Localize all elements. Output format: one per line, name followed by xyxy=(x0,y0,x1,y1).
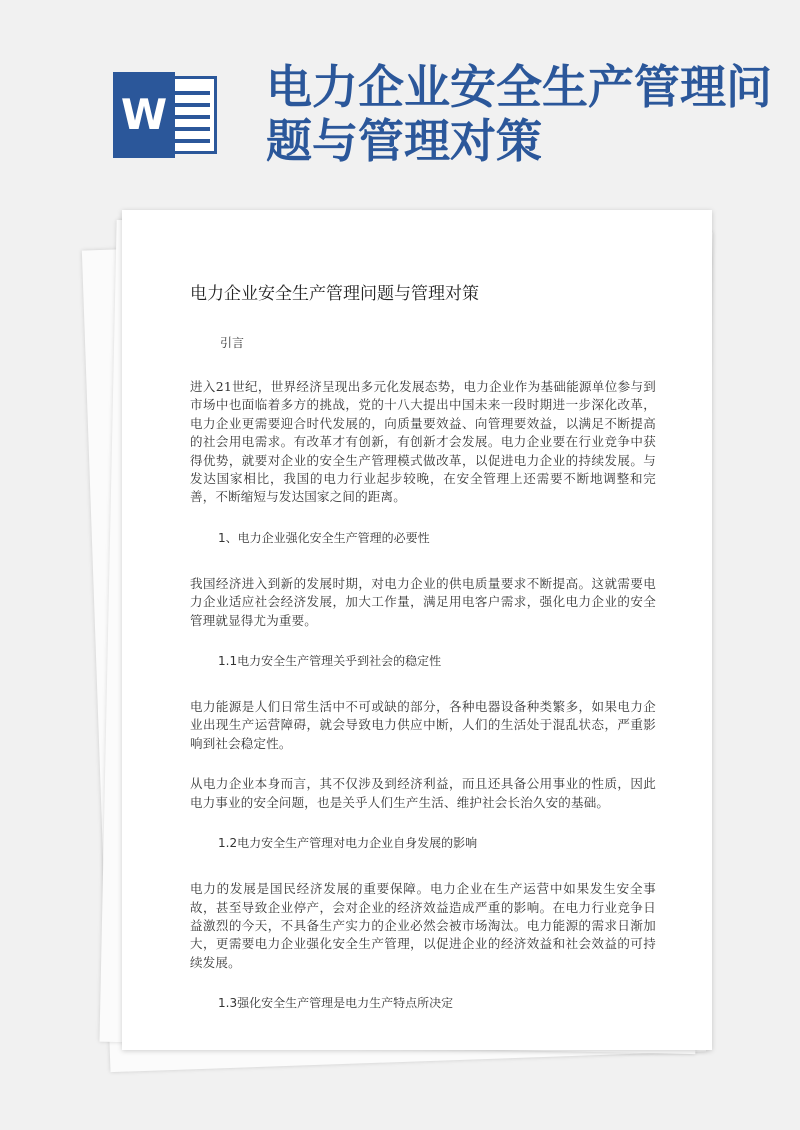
section-heading-1-1: 1.1电力安全生产管理关乎到社会的稳定性 xyxy=(218,654,442,669)
section-heading-1: 1、电力企业强化安全生产管理的必要性 xyxy=(218,530,430,545)
paragraph-enterprise-development: 电力的发展是国民经济发展的重要保障。电力企业在生产运营中如果发生安全事故，甚至导致企业停产，会对企业的经济效益造成严重的影响。在电力行业竞争日益激烈的今天，不具备生产实力的企业必然会被市场淘汰。电力能源的需求日渐加大，更需要电力企业强化安全生产管理，以促进企业的经济效益和社会效益的可持续发展。 xyxy=(190,881,656,970)
paragraph-social-stability: 电力能源是人们日常生活中不可或缺的部分，各种电器设备种类繁多，如果电力企业出现生产运营障碍，就会导致电力供应中断，人们的生活处于混乱状态，严重影响到社会稳定性。 xyxy=(190,699,656,751)
word-logo-letter: W xyxy=(113,72,175,158)
document-title: 电力企业安全生产管理问题与管理对策 xyxy=(190,284,479,304)
paragraph-intro: 进入21世纪，世界经济呈现出多元化发展态势，电力企业作为基础能源单位参与到市场中也面临着多方的挑战，党的十八大提出中国未来一段时期进一步深化改革，电力企业更需要迎合时代发展的，向质量要效益、向管理要效益，以满足不断提高的社会用电需求。有改革才有创新，有创新才会发展。电力企业要在行业竞争中获得优势，就要对企业的安全生产管理模式做改革，以促进电力企业的持续发展。与发达国家相比，我国的电力行业起步较晚，在安全管理上还需要不断地调整和完善，不断缩短与发达国家之间的距离。 xyxy=(190,379,656,505)
document-page xyxy=(122,210,712,1050)
intro-label: 引言 xyxy=(220,336,245,350)
header-title: 电力企业安全生产管理问题与管理对策 xyxy=(266,60,772,168)
paragraph-necessity: 我国经济进入到新的发展时期，对电力企业的供电质量要求不断提高。这就需要电力企业适应社会经济发展，加大工作量，满足用电客户需求，强化电力企业的安全管理就显得尤为重要。 xyxy=(190,575,656,628)
paragraph-public-utility: 从电力企业本身而言，其不仅涉及到经济利益，而且还具备公用事业的性质，因此电力事业的安全问题，也是关乎人们生产生活、维护社会长治久安的基础。 xyxy=(190,776,656,810)
section-heading-1-2: 1.2电力安全生产管理对电力企业自身发展的影响 xyxy=(218,836,478,851)
document-content xyxy=(190,282,656,1040)
section-heading-1-3: 1.3强化安全生产管理是电力生产特点所决定 xyxy=(218,996,454,1011)
word-document-icon xyxy=(113,72,217,158)
